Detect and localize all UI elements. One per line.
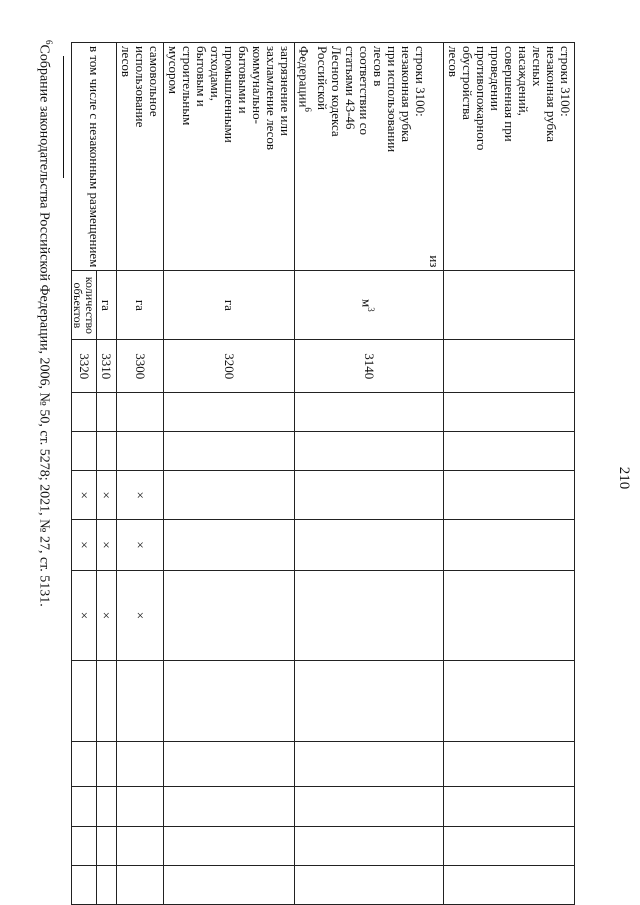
- data-cell: [116, 432, 163, 471]
- data-cell: [71, 826, 96, 865]
- data-cell: [444, 742, 575, 787]
- label-line: самовольное: [146, 46, 162, 117]
- data-cell: [444, 520, 575, 571]
- data-cell: [96, 393, 116, 432]
- label-line: бытовым и: [193, 46, 209, 107]
- data-cell: [444, 787, 575, 826]
- data-cell: [71, 432, 96, 471]
- data-cell: [163, 660, 294, 741]
- data-cell: [294, 787, 443, 826]
- data-cell: [116, 660, 163, 741]
- code-cell: 3300: [116, 340, 163, 393]
- label-line: мусором: [165, 46, 181, 94]
- label-line: промышленными: [221, 46, 237, 143]
- label-line: статьями 43-46: [343, 46, 358, 130]
- label-line: использование: [132, 46, 148, 128]
- label-prefix: из: [427, 255, 442, 268]
- label-line: Лесного кодекса: [329, 46, 344, 137]
- label-line: строительным: [179, 46, 195, 126]
- unit-cell: [163, 271, 294, 340]
- data-cell: [71, 393, 96, 432]
- data-cell: [294, 742, 443, 787]
- data-cell: [163, 520, 294, 571]
- unit-cell: количество объектов: [71, 271, 96, 340]
- data-cell: [444, 393, 575, 432]
- data-cell: [116, 787, 163, 826]
- label-line: лесов: [446, 46, 461, 77]
- data-cell: [294, 570, 443, 660]
- label-line: соответствии со: [357, 46, 372, 135]
- data-cell: ×: [71, 570, 96, 660]
- data-cell: [96, 787, 116, 826]
- data-cell: [116, 742, 163, 787]
- label-line: бытовыми и: [235, 46, 251, 114]
- label-line: захламление лесов: [263, 46, 279, 151]
- unit-cell: [444, 271, 575, 340]
- data-cell: [294, 393, 443, 432]
- unit-cell: [294, 271, 443, 340]
- data-cell: [294, 520, 443, 571]
- label-line: незаконная рубка: [399, 46, 414, 143]
- data-cell: [96, 660, 116, 741]
- data-cell: [163, 826, 294, 865]
- label-line: лесов: [118, 46, 134, 77]
- data-cell: ×: [71, 471, 96, 520]
- data-cell: [71, 787, 96, 826]
- label-line: насаждений,: [516, 46, 531, 116]
- data-cell: [96, 432, 116, 471]
- row-label: [444, 43, 575, 271]
- code-cell: 3320: [71, 340, 96, 393]
- unit-text: га: [221, 299, 237, 311]
- label-line: в том числе с незаконным размещением: [86, 46, 102, 268]
- data-cell: [71, 865, 96, 904]
- table-row: [96, 43, 116, 905]
- table-row: [116, 43, 163, 905]
- code-cell: 3200: [163, 340, 294, 393]
- unit-text: м: [359, 299, 375, 308]
- footnote-ref: 6: [303, 107, 313, 112]
- label-line: Федерации$^6$: [296, 46, 313, 112]
- table-row: [294, 43, 443, 905]
- table-row: [444, 43, 575, 905]
- data-cell: ×: [96, 520, 116, 571]
- data-cell: [444, 660, 575, 741]
- data-cell: [163, 570, 294, 660]
- data-cell: ×: [116, 520, 163, 571]
- data-cell: ×: [116, 570, 163, 660]
- data-cell: [163, 432, 294, 471]
- data-cell: [444, 471, 575, 520]
- row-label: [71, 43, 116, 271]
- data-cell: ×: [71, 520, 96, 571]
- data-cell: [96, 742, 116, 787]
- label-line: лесов в: [371, 46, 386, 87]
- data-cell: [444, 432, 575, 471]
- label-line: лесных: [530, 46, 545, 87]
- data-cell: [163, 471, 294, 520]
- label-line: противопожарного: [474, 46, 489, 151]
- footnote-mark: 6: [44, 40, 54, 45]
- data-cell: [96, 865, 116, 904]
- data-cell: [116, 393, 163, 432]
- label-line: коммунально-: [249, 46, 265, 124]
- data-cell: [294, 865, 443, 904]
- unit-cell: [116, 271, 163, 340]
- unit-text: га: [132, 299, 148, 311]
- label-line: строки 3100:: [558, 46, 573, 117]
- footnote-text: Собрание законодательства Российской Федерации, 2006, № 50, ст. 5278; 2021, № 27, ст. 5131.: [36, 44, 52, 607]
- data-cell: [71, 742, 96, 787]
- data-cell: [71, 660, 96, 741]
- label-line: строки 3100:: [413, 46, 428, 117]
- data-cell: [294, 826, 443, 865]
- label-line: загрязнение или: [277, 46, 293, 136]
- table-row: [163, 43, 294, 905]
- data-cell: ×: [96, 570, 116, 660]
- data-cell: [116, 865, 163, 904]
- label-line: незаконная рубка: [544, 46, 559, 143]
- data-cell: [294, 471, 443, 520]
- row-label: [163, 43, 294, 271]
- data-cell: [444, 865, 575, 904]
- data-cell: ×: [96, 471, 116, 520]
- data-cell: [163, 787, 294, 826]
- footnote-rule: [63, 56, 64, 178]
- label-line: Российской: [315, 46, 330, 111]
- row-label: [294, 43, 443, 271]
- label-line: совершенная при: [502, 46, 517, 142]
- label-line: обустройства: [460, 46, 475, 120]
- data-cell: [116, 826, 163, 865]
- data-cell: [163, 742, 294, 787]
- data-cell: ×: [116, 471, 163, 520]
- data-cell: [444, 570, 575, 660]
- data-cell: [96, 826, 116, 865]
- footnote: [35, 40, 54, 900]
- code-cell: 3140: [294, 340, 443, 393]
- report-table: [71, 42, 575, 905]
- label-line: отходами,: [207, 46, 223, 101]
- data-cell: [163, 393, 294, 432]
- unit-cell: га: [96, 271, 116, 340]
- data-cell: [163, 865, 294, 904]
- code-cell: 3310: [96, 340, 116, 393]
- data-cell: [294, 660, 443, 741]
- label-line: проведении: [488, 46, 503, 111]
- data-cell: [444, 826, 575, 865]
- label-line: при использовании: [385, 46, 400, 153]
- data-cell: [294, 432, 443, 471]
- page-number: 210: [616, 466, 632, 490]
- unit-superscript: 3: [366, 307, 376, 312]
- row-label: [116, 43, 163, 271]
- code-cell: [444, 340, 575, 393]
